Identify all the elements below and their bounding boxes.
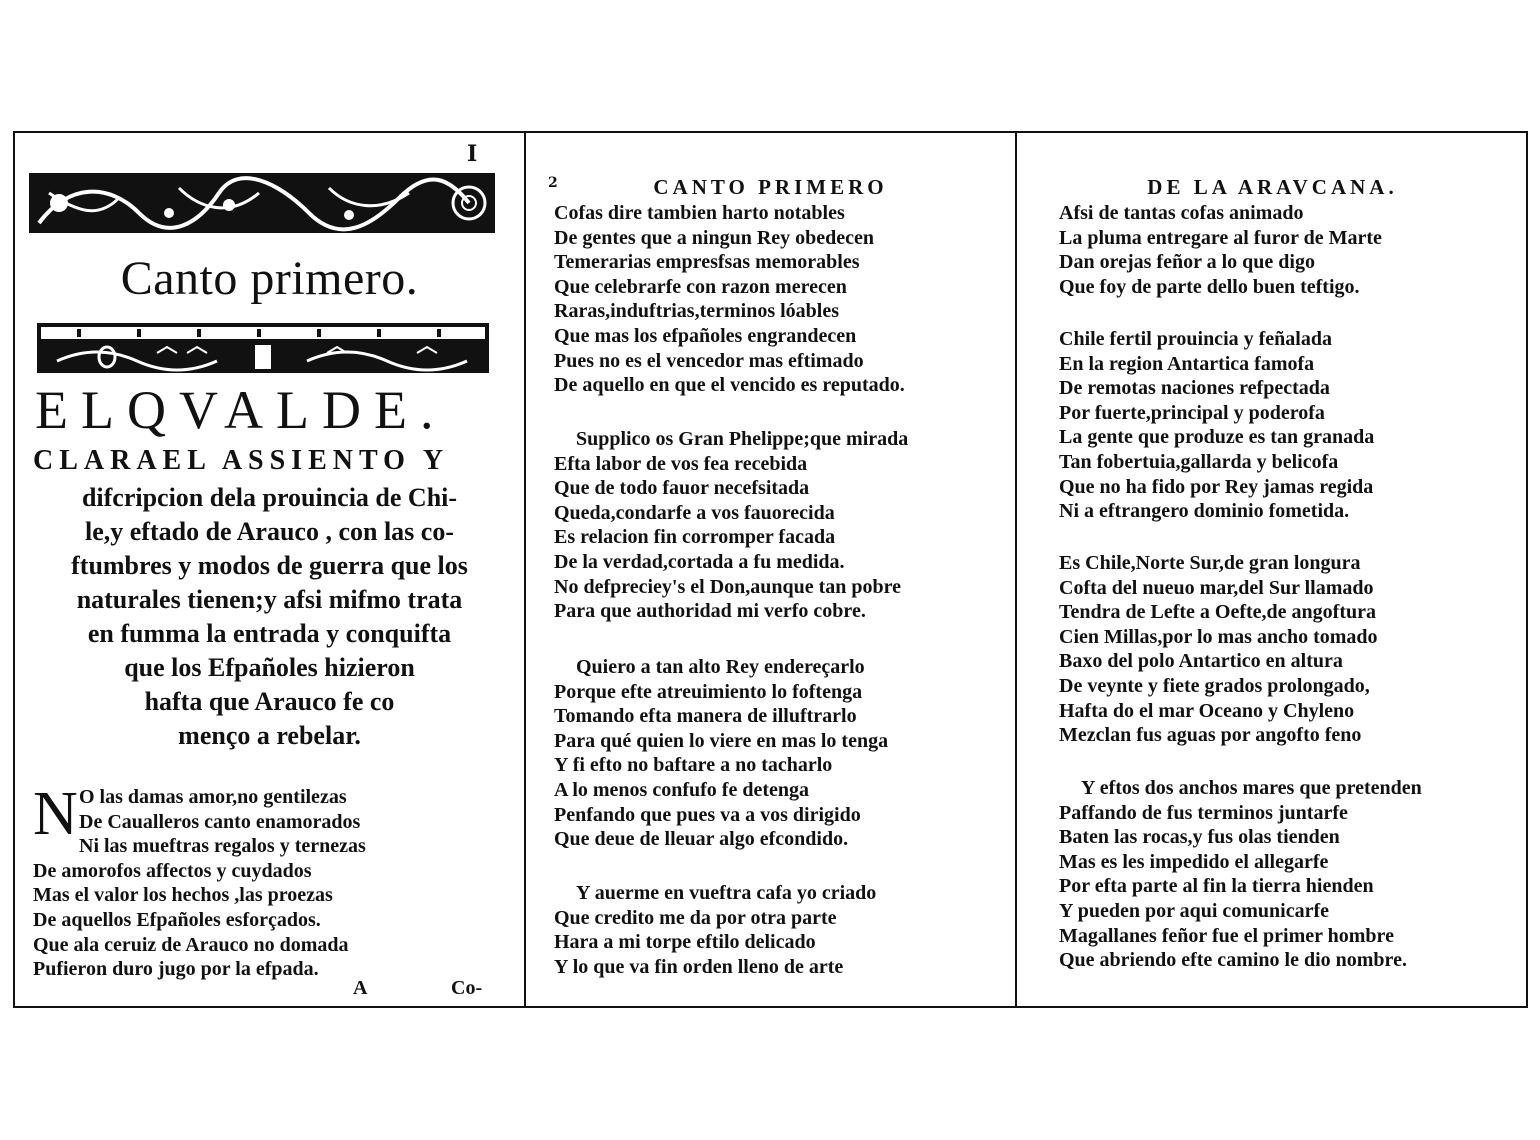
- verse-line: Afsi de tantas cofas animado: [1059, 202, 1304, 224]
- verse-line: Es Chile,Norte Sur,de gran longura: [1059, 552, 1361, 574]
- verse-line: Temerarias empresfsas memorables: [554, 251, 860, 274]
- verse-line: Magallanes feñor fue el primer hombre: [1059, 924, 1394, 947]
- verse-line: Paffando de fus terminos juntarfe: [1059, 801, 1348, 824]
- opening-stanza: [33, 780, 366, 982]
- verse-line: Ni las mueftras regalos y ternezas: [79, 835, 366, 858]
- verse-line: Por fuerte,principal y poderofa: [1059, 401, 1325, 424]
- verse-line: De Caualleros canto enamorados: [79, 810, 361, 833]
- verse-line: Ni a eftrangero dominio fometida.: [1059, 500, 1350, 523]
- verse-line: Cofta del nueuo mar,del Sur llamado: [1059, 576, 1374, 599]
- stanza: [1059, 551, 1378, 748]
- summary-line: hafta que Arauco fe co: [144, 687, 395, 716]
- verse-line: Penfando que pues va a vos dirigido: [554, 803, 861, 826]
- verse-line: A lo menos confufo fe detenga: [554, 778, 809, 801]
- stanza: [1059, 327, 1374, 524]
- verse-line: Cien Millas,por lo mas ancho tomado: [1059, 625, 1378, 648]
- stanza: [554, 201, 905, 398]
- catchword: Co-: [451, 977, 483, 999]
- verse-line: En la region Antartica famofa: [1059, 352, 1315, 375]
- running-head: DE LA ARAVCANA.: [1147, 175, 1398, 199]
- verse-line: De remotas naciones refpectada: [1059, 377, 1330, 400]
- verse-line: Y lo que va fin orden lleno de arte: [554, 955, 844, 978]
- summary-line: le,y eftado de Arauco , con las co-: [84, 517, 454, 546]
- verse-line: Pues no es el vencedor mas eftimado: [554, 349, 864, 372]
- folio-number: 2: [548, 175, 558, 191]
- woodcut-headpiece-ornament: [29, 173, 495, 233]
- verse-line: O las damas amor,no gentilezas: [79, 786, 347, 808]
- verse-line: Chile fertil prouincia y feñalada: [1059, 328, 1332, 350]
- verse-line: Que mas los efpañoles engrandecen: [554, 324, 857, 347]
- verse-line: Efta labor de vos fea recebida: [554, 452, 808, 475]
- summary-line: difcripcion dela prouincia de Chi-: [81, 483, 458, 512]
- verse-line: Para que authoridad mi verfo cobre.: [554, 600, 866, 623]
- verse-line: Mas es les impedido el allegarfe: [1059, 850, 1329, 873]
- verse-line: La pluma entregare al furor de Marte: [1059, 226, 1382, 249]
- verse-line: Mas el valor los hechos ,las proezas: [33, 884, 333, 907]
- verse-line: Que foy de parte dello buen teftigo.: [1059, 275, 1360, 298]
- verse-line: Que ala ceruiz de Arauco no domada: [33, 933, 349, 956]
- signature-mark: A: [353, 977, 368, 999]
- verse-line: Y eftos dos anchos mares que pretenden: [1081, 777, 1422, 799]
- stanza: [554, 427, 908, 624]
- woodcut-band-ornament: [37, 323, 489, 373]
- verse-line: Es relacion fin corromper facada: [554, 526, 836, 549]
- verse-line: De aquellos Efpañoles esforçados.: [33, 908, 321, 931]
- verse-line: Tendra de Lefte a Oefte,de angoftura: [1059, 601, 1376, 624]
- verse-line: Que celebrarfe con razon merecen: [554, 275, 847, 298]
- verse-line: De gentes que a ningun Rey obedecen: [554, 226, 875, 249]
- running-head: CANTO PRIMERO: [653, 175, 888, 199]
- verse-line: La gente que produze es tan granada: [1059, 426, 1375, 449]
- canto-title: Canto primero.: [120, 252, 419, 305]
- verse-line: Que no ha fido por Rey jamas regida: [1059, 475, 1374, 498]
- verse-line: Y fi efto no baftare a no tacharlo: [554, 754, 833, 777]
- page-1: [15, 133, 524, 1006]
- verse-line: Por efta parte al fin la tierra hienden: [1059, 875, 1374, 898]
- summary-heading: ELQVALDE.: [35, 380, 447, 440]
- verse-line: De aquello en que el vencido es reputado.: [554, 374, 905, 397]
- stanza: [554, 655, 888, 852]
- verse-line: Baten las rocas,y fus olas tienden: [1059, 826, 1340, 849]
- verse-line: Porque efte atreuimiento lo foftenga: [554, 680, 863, 703]
- verse-line: De veynte y fiete grados prolongado,: [1059, 674, 1370, 697]
- laurel-band-icon: [37, 323, 489, 373]
- verse-line: Tomando efta manera de illuftrarlo: [554, 705, 857, 728]
- summary-line: en fumma la entrada y conquifta: [87, 619, 452, 648]
- verse-line: Baxo del polo Antartico en altura: [1059, 650, 1343, 673]
- verse-line: Quiero a tan alto Rey endereçarlo: [576, 656, 865, 678]
- verse-line: Hara a mi torpe eftilo delicado: [554, 931, 816, 954]
- verse-line: Hafta do el mar Oceano y Chyleno: [1059, 699, 1355, 722]
- summary-caps-line: CLARAEL ASSIENTO Y: [33, 445, 450, 476]
- summary-line: que los Efpañoles hizieron: [124, 653, 415, 682]
- verse-line: Pufieron duro jugo por la efpada.: [33, 958, 319, 981]
- folio-number: I: [467, 141, 478, 167]
- book-spread-frame: [13, 131, 1528, 1008]
- verse-line: Que de todo fauor necefsitada: [554, 477, 810, 500]
- drop-cap: N: [33, 780, 78, 848]
- summary-line: menço a rebelar.: [178, 721, 361, 750]
- verse-line: Mezclan fus aguas por angofto feno: [1059, 724, 1362, 747]
- stanza: [1059, 201, 1382, 299]
- stanza: [1059, 776, 1422, 973]
- verse-line: Y pueden por aqui comunicarfe: [1059, 899, 1330, 922]
- stanza: [554, 881, 876, 979]
- verse-line: Y auerme en vueftra cafa yo criado: [576, 882, 877, 904]
- summary-line: ftumbres y modos de guerra que los: [71, 551, 468, 580]
- page-2: [526, 133, 1015, 1006]
- verse-line: Tan fobertuia,gallarda y belicofa: [1059, 450, 1339, 473]
- verse-line: Que deue de lleuar algo efcondido.: [554, 828, 849, 851]
- verse-line: Dan orejas feñor a lo que digo: [1059, 251, 1315, 274]
- verse-line: Cofas dire tambien harto notables: [554, 202, 845, 224]
- verse-line: Supplico os Gran Phelippe;que mirada: [576, 428, 909, 450]
- verse-line: De amorofos affectos y cuydados: [33, 859, 312, 882]
- verse-line: Para qué quien lo viere en mas lo tenga: [554, 729, 889, 752]
- verse-line: No defpreciey's el Don,aunque tan pobre: [554, 575, 902, 598]
- foliage-scroll-icon: [29, 173, 495, 233]
- verse-line: De la verdad,cortada a fu medida.: [554, 550, 845, 573]
- verse-line: Queda,condarfe a vos fauorecida: [554, 501, 835, 524]
- summary-line: naturales tienen;y afsi mifmo trata: [76, 585, 463, 614]
- page-3: [1017, 133, 1528, 1006]
- verse-line: Que abriendo efte camino le dio nombre.: [1059, 949, 1407, 972]
- verse-line: Raras,induftrias,terminos lóables: [554, 300, 839, 323]
- verse-line: Que credito me da por otra parte: [554, 906, 837, 929]
